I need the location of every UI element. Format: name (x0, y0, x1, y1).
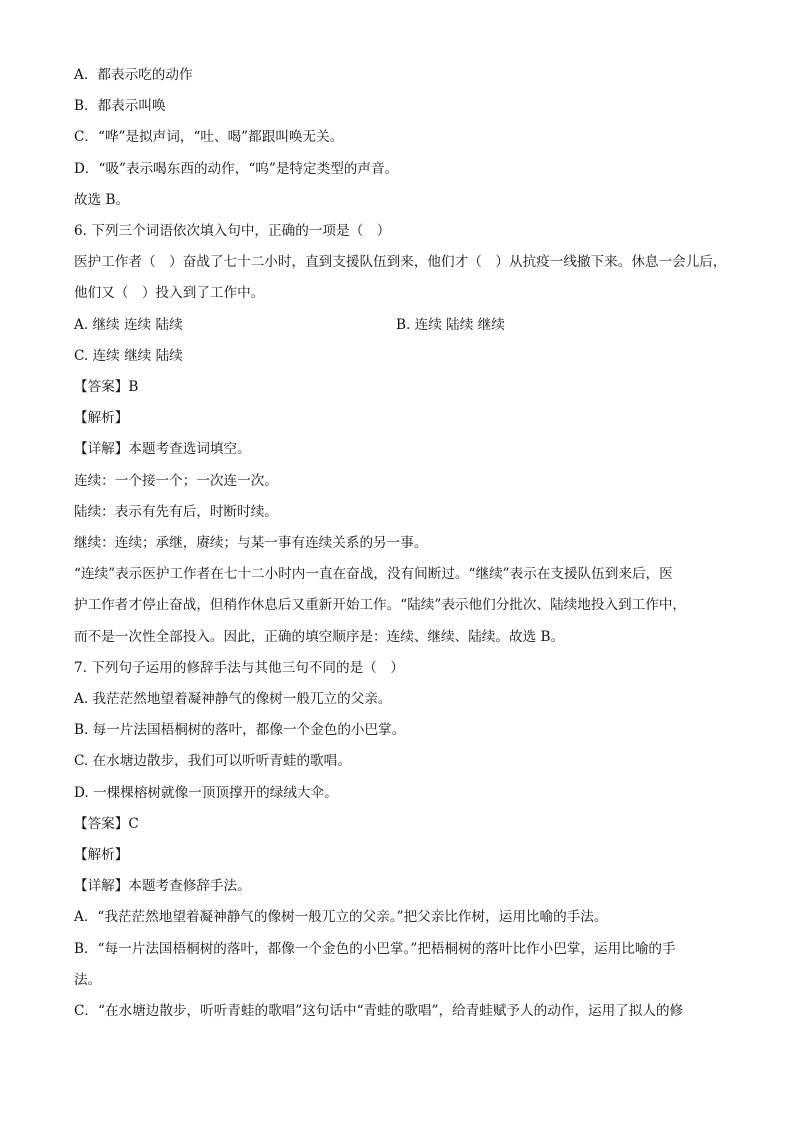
definition-line: 陆续：表示有先有后，时断时续。 (74, 503, 278, 520)
question-6-sentence: 医护工作者（ ）奋战了七十二小时，直到支援队伍到来，他们才（ ）从抗疫一线撤下来。休息一会儿后， (74, 254, 727, 271)
definition-line: 继续：连续；承继，赓续；与某一事有连续关系的另一事。 (74, 535, 428, 552)
analysis-label: 【解析】 (74, 847, 129, 864)
option-b: B. 连续 陆续 继续 (396, 316, 505, 333)
detail-label: 【详解】本题考查修辞手法。 (74, 878, 251, 895)
option-c: C. 连续 继续 陆续 (74, 347, 183, 364)
document-page (74, 60, 727, 1027)
explanation-line: C．“在水塘边散步，听听青蛙的歌唱”这句话中“青蛙的歌唱”，给青蛙赋予人的动作，运用了拟人的修 (74, 1003, 684, 1020)
explanation-line: A．“我茫茫然地望着凝神静气的像树一般兀立的父亲。”把父亲比作树，运用比喻的手法。 (74, 909, 608, 926)
answer-label: 【答案】B (74, 379, 139, 396)
option-b: B. 每一片法国梧桐树的落叶，都像一个金色的小巴掌。 (74, 722, 406, 739)
explanation-line: B．“每一片法国梧桐树的落叶，都像一个金色的小巴掌。”把梧桐树的落叶比作小巴掌，运用比喻的手 (74, 940, 676, 957)
explanation-line: 法。 (74, 971, 102, 988)
question-6-stem: 6. 下列三个词语依次填入句中，正确的一项是（ ） (74, 223, 391, 240)
explanation-line: 护工作者才停止奋战，但稍作休息后又重新开始工作。“陆续”表示他们分批次、陆续地投入到工作中， (74, 597, 687, 614)
explanation-line: “连续”表示医护工作者在七十二小时内一直在奋战，没有间断过。“继续”表示在支援队伍到来后，医 (74, 566, 673, 583)
option-c: C. 在水塘边散步，我们可以听听青蛙的歌唱。 (74, 753, 351, 770)
analysis-label: 【解析】 (74, 410, 129, 427)
question-7-stem: 7. 下列句子运用的修辞手法与其他三句不同的是（ ） (74, 659, 404, 676)
text-line: C．“哗”是拟声词，“吐、喝”都跟叫唤无关。 (74, 129, 344, 146)
option-a: A. 继续 连续 陆续 (74, 316, 183, 333)
option-d: D. 一棵棵榕树就像一顶顶撑开的绿绒大伞。 (74, 784, 338, 801)
text-line: 故选 B。 (74, 191, 130, 208)
question-6-options (74, 310, 724, 341)
question-6-sentence: 他们又（ ）投入到了工作中。 (74, 285, 265, 302)
text-line: D．“吸”表示喝东西的动作，“呜”是特定类型的声音。 (74, 160, 399, 177)
option-a: A. 我茫茫然地望着凝神静气的像树一般兀立的父亲。 (74, 691, 392, 708)
explanation-line: 而不是一次性全部投入。因此，正确的填空顺序是：连续、继续、陆续。故选 B。 (74, 628, 565, 645)
answer-label: 【答案】C (74, 815, 139, 832)
definition-line: 连续：一个接一个；一次连一次。 (74, 472, 278, 489)
text-line: A．都表示吃的动作 (74, 67, 193, 83)
text-line: B．都表示叫唤 (74, 98, 166, 115)
detail-label: 【详解】本题考查选词填空。 (74, 441, 251, 458)
